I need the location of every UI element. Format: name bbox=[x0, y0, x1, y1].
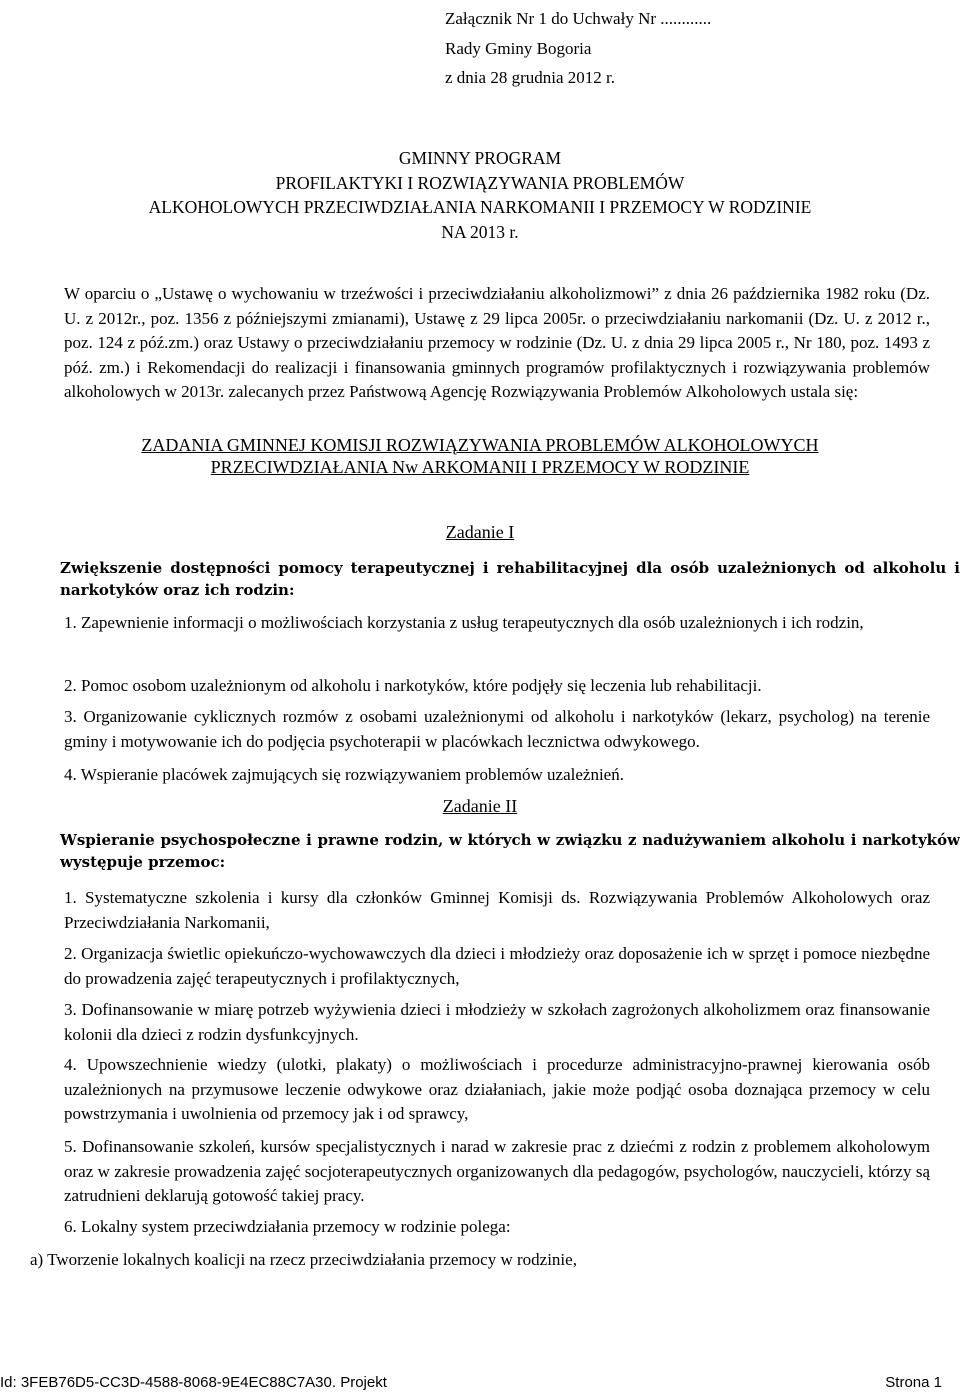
title-line-4: NA 2013 r. bbox=[441, 221, 519, 242]
section-subtitle-2: Wspieranie psychospołeczne i prawne rodzin, w których w związku z nadużywaniem alkoholu i narkotyków występuje przemoc: bbox=[60, 831, 960, 871]
task2-item-1: 1. Systematyczne szkolenia i kursy dla członków Gminnej Komisji ds. Rozwiązywania Problemów Alkoholowych oraz Przeciwdziałania Narkomanii, bbox=[64, 888, 930, 932]
intro-paragraph: W oparciu o „Ustawę o wychowaniu w trzeźwości i przeciwdziałaniu alkoholizmowi” z dnia 26 października 1982 roku (Dz. U. z 2012r., poz. 1356 z późniejszymi zmianami), Ustawę z 29 lipca 2005r. o przeciwdziałaniu narkomanii (Dz. U. z 2012 r., poz. 124 z póź.zm.) oraz Ustawy o przeciwdziałaniu przemocy w rodzinie (Dz. U. z dnia 29 lipca 2005 r., Nr 180, poz. 1493 z póź. zm.) i Rekomendacji do realizacji i finansowania gminnych programów profilaktycznych i rozwiązywania problemów alkoholowych w 2013r. zalecanych przez Państwową Agencję Rozwiązywania Problemów Alkoholowych ustala się: bbox=[64, 284, 930, 401]
main-heading-line-2: PRZECIWDZIAŁANIA Nw ARKOMANII I PRZEMOCY W RODZINIE bbox=[210, 457, 750, 477]
main-heading bbox=[30, 434, 930, 478]
task2-item-2: 2. Organizacja świetlic opiekuńczo-wychowawczych dla dzieci i młodzieży oraz doposażenie ich w sprzęt i pomoce niezbędne do prowadzenia zajęć terapeutycznych i profilaktycznych, bbox=[64, 944, 930, 988]
section-heading-zadanie-2: Zadanie II bbox=[442, 796, 518, 816]
document-id: Id: 3FEB76D5-CC3D-4588-8068-9E4EC88C7A30. Projekt bbox=[0, 1374, 387, 1391]
task2-item-6: 6. Lokalny system przeciwdziałania przemocy w rodzinie polega: bbox=[64, 1217, 511, 1236]
date-line: z dnia 28 grudnia 2012 r. bbox=[445, 68, 615, 87]
attachment-line: Załącznik Nr 1 do Uchwały Nr ............ bbox=[445, 9, 712, 28]
task2-item-6a: a) Tworzenie lokalnych koalicji na rzecz przeciwdziałania przemocy w rodzinie, bbox=[30, 1250, 577, 1269]
task1-item-4: 4. Wspieranie placówek zajmujących się rozwiązywaniem problemów uzależnień. bbox=[64, 765, 624, 784]
task2-item-5: 5. Dofinansowanie szkoleń, kursów specjalistycznych i narad w zakresie prac z dziećmi z rodzin z problemem alkoholowym oraz w zakresie prowadzenia zajęć socjoterapeutycznych organizowanych dla pedagogów, psychologów, nauczycieli, którzy są zatrudnieni deklarują gotowość takiej pracy. bbox=[64, 1137, 930, 1205]
document-title bbox=[30, 146, 930, 244]
main-heading-line-1: ZADANIA GMINNEJ KOMISJI ROZWIĄZYWANIA PROBLEMÓW ALKOHOLOWYCH bbox=[141, 435, 819, 455]
task1-item-2: 2. Pomoc osobom uzależnionym od alkoholu i narkotyków, które podjęły się leczenia lub rehabilitacji. bbox=[64, 676, 762, 695]
council-line: Rady Gminy Bogoria bbox=[445, 38, 592, 58]
section-subtitle-1: Zwiększenie dostępności pomocy terapeutycznej i rehabilitacyjnej dla osób uzależnionych od alkoholu i narkotyków oraz ich rodzin: bbox=[60, 559, 960, 599]
document-header bbox=[445, 4, 711, 93]
task1-item-3: 3. Organizowanie cyklicznych rozmów z osobami uzależnionymi od alkoholu i narkotyków (lekarz, psycholog) na terenie gminy i motywowanie ich do podjęcia psychoterapii w placówkach lecznictwa odwykowego. bbox=[64, 707, 930, 751]
title-line-2: PROFILAKTYKI I ROZWIĄZYWANIA PROBLEMÓW bbox=[275, 172, 685, 193]
task2-item-4: 4. Upowszechnienie wiedzy (ulotki, plakaty) o możliwościach i procedurze administracyjno-prawnej kierowania osób uzależnionych na przymusowe leczenie odwykowe oraz działaniach, jakie może podjąć osoba doznająca przemocy w celu powstrzymania i uwolnienia od przemocy jak i od sprawcy, bbox=[64, 1055, 930, 1123]
title-line-3: ALKOHOLOWYCH PRZECIWDZIAŁANIA NARKOMANII I PRZEMOCY W RODZINIE bbox=[148, 197, 812, 217]
task2-item-3: 3. Dofinansowanie w miarę potrzeb wyżywienia dzieci i młodzieży w szkołach zagrożonych alkoholizmem oraz finansowanie kolonii dla dzieci z rodzin dysfunkcyjnych. bbox=[64, 1000, 930, 1044]
task1-item-1: 1. Zapewnienie informacji o możliwościach korzystania z usług terapeutycznych dla osób uzależnionych i ich rodzin, bbox=[64, 613, 864, 632]
section-heading-zadanie-1: Zadanie I bbox=[445, 522, 515, 542]
page-number: Strona 1 bbox=[885, 1374, 942, 1391]
title-line-1: GMINNY PROGRAM bbox=[398, 148, 562, 168]
